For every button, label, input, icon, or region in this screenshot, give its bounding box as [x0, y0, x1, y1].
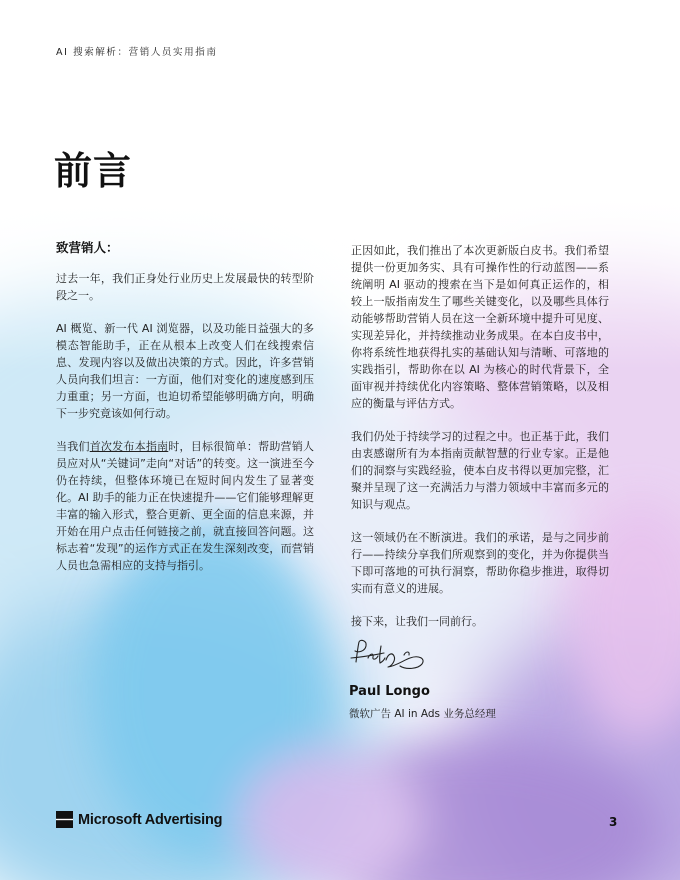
paragraph: 过去一年，我们正身处行业历史上发展最快的转型阶段之一。 — [56, 272, 314, 302]
salutation: 致营销人： — [56, 240, 119, 255]
paragraph: 这一领域仍在不断演进。我们的承诺，是与之同步前行——持续分享我们所观察到的变化，并为你提供当下即可落地的可执行洞察，帮助你稳步推进，取得切实而有意义的进展。 — [351, 531, 609, 595]
paragraph: 我们仍处于持续学习的过程之中。也正基于此，我们由衷感谢所有为本指南贡献智慧的行业专家。正是他们的洞察与实践经验，使本白皮书得以更加完整，汇聚并呈现了这一充满活力与潜力领域中丰富而多元的知识与观点。 — [351, 430, 609, 511]
paragraph-text: 当我们 — [56, 440, 90, 453]
logo-text: Microsoft Advertising — [78, 811, 223, 828]
paragraph-text: 时，目标很简单：帮助营销人员应对从“关键词”走向“对话”的转变。这一演进至今仍在持续，但整体环境已在短时间内发生了显著变化。AI 助手的能力正在快速提升——它们能够理解更丰富的输入形式，整合更新、更全面的信息来源，并开始在用户点击任何链接之前，就直接回答问题。这标志着“发现”的运作方式正在发生深刻改变，而营销人员也急需相应的支持与指引。 — [56, 440, 315, 572]
right-column — [351, 242, 609, 646]
signer-title: 微软广告 AI in Ads 业务总经理 — [349, 708, 496, 720]
microsoft-advertising-logo — [56, 811, 222, 828]
microsoft-logo-icon — [56, 811, 73, 828]
page-number: 3 — [609, 815, 618, 829]
signer-name: Paul Longo — [349, 684, 430, 699]
paragraph — [56, 438, 314, 574]
first-guide-link[interactable]: 首次发布本指南 — [89, 440, 169, 453]
paragraph: 正因如此，我们推出了本次更新版白皮书。我们希望提供一份更加务实、具有可操作性的行动蓝图——系统阐明 AI 驱动的搜索在当下是如何真正运作的，相较上一版指南发生了哪些关键变化，以及哪些具体行动能够帮助营销人员在这一全新环境中提升可见度、实现差异化，并持续推动业务成果。在本白皮书中，你将系统性地获得扎实的基础认知与清晰、可落地的实践指引，帮助你在以 AI 为核心的时代背景下，全面审视并持续优化内容策略、整体营销策略，以及相应的衡量与评估方式。 — [351, 244, 609, 410]
handwritten-signature — [348, 636, 432, 676]
paragraph: AI 概览、新一代 AI 浏览器，以及功能日益强大的多模态智能助手，正在从根本上改变人们在线搜索信息、发现内容以及做出决策的方式。因此，许多营销人员向我们坦言：一方面，他们对变化的速度感到压力重重；另一方面，也迫切希望能够明确方向，明确下一步究竟该如何行动。 — [56, 322, 314, 420]
page-title: 前言 — [54, 149, 133, 193]
left-column — [56, 238, 314, 590]
paragraph: 接下来，让我们一同前行。 — [351, 615, 483, 628]
running-header: AI 搜索解析：营销人员实用指南 — [56, 47, 218, 58]
